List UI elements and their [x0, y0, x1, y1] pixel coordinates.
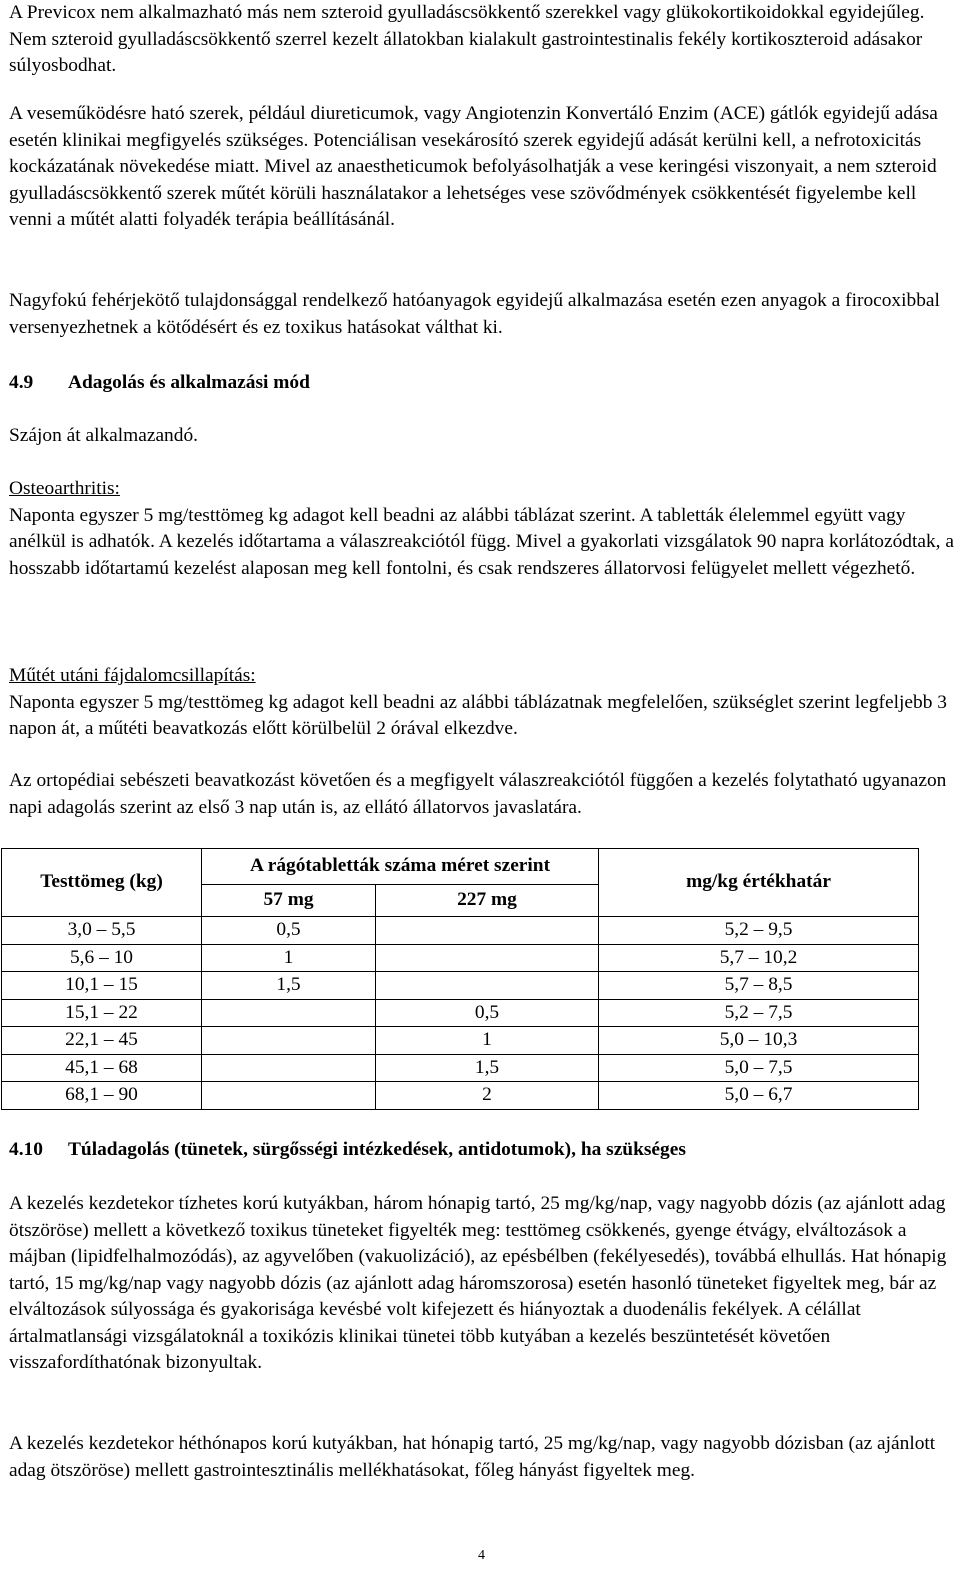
- cell-range: 5,2 – 7,5: [599, 999, 919, 1027]
- table-row: [2, 944, 919, 972]
- cell-227mg: 0,5: [376, 999, 599, 1027]
- postop-block: [9, 663, 959, 743]
- cell-227mg: [376, 917, 599, 945]
- cell-57mg: [202, 1082, 376, 1110]
- dosage-table: [1, 848, 919, 1110]
- header-tablets: A rágótabletták száma méret szerint: [202, 849, 599, 885]
- cell-weight: 22,1 – 45: [2, 1027, 202, 1055]
- cell-227mg: 2: [376, 1082, 599, 1110]
- paragraph-renal-interaction: A veseműködésre ható szerek, például diureticumok, vagy Angiotenzin Konvertáló Enzim (ACE) gátlók egyidejű adása esetén klinikai megfigyelés szükséges. Potenciálisan vesekárosító szerek egyidejű adását kerülni kell, a nefrotoxicitás kockázatának növekedése miatt. Mivel az anaestheticumok befolyásolhatják a vese keringési viszonyait, a nem szteroid gyulladáscsökkentő szerek műtét körüli használatakor a lehetséges vese szövődmények csökkentését figyelembe kell venni a műtét alatti folyadék terápia beállításánál.: [9, 103, 938, 230]
- cell-range: 5,7 – 10,2: [599, 944, 919, 972]
- osteoarthritis-text: Naponta egyszer 5 mg/testtömeg kg adagot kell beadni az alábbi táblázat szerint. A tabletták élelemmel együtt vagy anélkül is adhatók. A kezelés időtartama a válaszreakciótól függ. Mivel a gyakorlati vizsgálatok 90 napra korlátozódtak, a hosszabb időtartamú kezelést alaposan meg kell fontolni, és csak rendszeres állatorvosi felügyelet mellett végezhető.: [9, 504, 954, 579]
- section-title: Adagolás és alkalmazási mód: [68, 372, 310, 393]
- cell-weight: 10,1 – 15: [2, 972, 202, 1000]
- table-row: [2, 917, 919, 945]
- cell-57mg: 1: [202, 944, 376, 972]
- cell-227mg: [376, 944, 599, 972]
- header-weight: Testtömeg (kg): [2, 849, 202, 917]
- cell-57mg: [202, 1027, 376, 1055]
- paragraph-oral-use: Szájon át alkalmazandó.: [9, 425, 198, 446]
- cell-range: 5,7 – 8,5: [599, 972, 919, 1000]
- cell-weight: 3,0 – 5,5: [2, 917, 202, 945]
- table-row: [2, 999, 919, 1027]
- postop-text: Naponta egyszer 5 mg/testtömeg kg adagot kell beadni az alábbi táblázatnak megfelelően, szükséglet szerint legfeljebb 3 napon át, a műtéti beavatkozás előtt körülbelül 2 órával elkezdve.: [9, 691, 947, 739]
- osteoarthritis-block: [9, 476, 959, 582]
- postop-heading: Műtét utáni fájdalomcsillapítás:: [9, 665, 256, 686]
- paragraph-protein-binding: Nagyfokú fehérjekötő tulajdonsággal rendelkező hatóanyagok egyidejű alkalmazása esetén ezen anyagok a firocoxibbal versenyezhetnek a kötődésért és ez toxikus hatásokat válthat ki.: [9, 290, 940, 338]
- cell-57mg: 0,5: [202, 917, 376, 945]
- cell-57mg: [202, 999, 376, 1027]
- cell-57mg: 1,5: [202, 972, 376, 1000]
- section-title: Túladagolás (tünetek, sürgősségi intézkedések, antidotumok), ha szükséges: [68, 1139, 686, 1160]
- table-row: [2, 1082, 919, 1110]
- page-number: 4: [478, 1548, 485, 1563]
- paragraph-overdose-seven-months: A kezelés kezdetekor héthónapos korú kutyákban, hat hónapig tartó, 25 mg/kg/nap, vagy nagyobb dózisban (az ajánlott adag ötszöröse) mellett gastrointesztinális mellékhatásokat, főleg hányást figyeltek meg.: [9, 1433, 936, 1481]
- cell-weight: 45,1 – 68: [2, 1054, 202, 1082]
- cell-weight: 5,6 – 10: [2, 944, 202, 972]
- paragraph-orthopedic: Az ortopédiai sebészeti beavatkozást követően és a megfigyelt válaszreakciótól függően a kezelés folytatható ugyanazon napi adagolás szerint az első 3 nap után is, az ellátó állatorvos javaslatára.: [9, 770, 947, 818]
- table-row: [2, 972, 919, 1000]
- header-57mg: 57 mg: [202, 885, 376, 917]
- cell-range: 5,2 – 9,5: [599, 917, 919, 945]
- cell-weight: 15,1 – 22: [2, 999, 202, 1027]
- section-number: 4.10: [9, 1139, 43, 1160]
- cell-weight: 68,1 – 90: [2, 1082, 202, 1110]
- paragraph-corticosteroid-interaction: A Previcox nem alkalmazható más nem szteroid gyulladáscsökkentő szerekkel vagy glükokortikoidokkal egyidejűleg. Nem szteroid gyulladáscsökkentő szerrel kezelt állatokban kialakult gastrointestinalis fekély kortikoszteroid adásakor súlyosbodhat.: [9, 2, 925, 76]
- header-227mg: 227 mg: [376, 885, 599, 917]
- cell-227mg: 1,5: [376, 1054, 599, 1082]
- table-row: [2, 1027, 919, 1055]
- osteoarthritis-heading: Osteoarthritis:: [9, 478, 120, 499]
- section-number: 4.9: [9, 372, 34, 393]
- cell-range: 5,0 – 6,7: [599, 1082, 919, 1110]
- table-row: [2, 1054, 919, 1082]
- cell-range: 5,0 – 10,3: [599, 1027, 919, 1055]
- section-heading-4-10: [9, 1137, 686, 1164]
- cell-227mg: [376, 972, 599, 1000]
- cell-57mg: [202, 1054, 376, 1082]
- cell-range: 5,0 – 7,5: [599, 1054, 919, 1082]
- paragraph-overdose-ten-weeks: A kezelés kezdetekor tízhetes korú kutyákban, három hónapig tartó, 25 mg/kg/nap, vagy nagyobb dózis (az ajánlott adag ötszöröse) mellett a következő toxikus tüneteket figyelték meg: testtömeg csökkenés, gyenge étvágy, elváltozások a májban (lipidfelhalmozódás), az agyvelőben (vakuolizáció), az epésbélben (fekélyesedés), továbbá elhullás. Hat hónapig tartó, 15 mg/kg/nap vagy nagyobb dózis (az ajánlott adag háromszorosa) esetén hasonló tüneteket figyeltek meg, bár az elváltozások súlyossága és gyakorisága kevésbé volt kifejezett és hiányoztak a duodenális fekélyek. A célállat ártalmatlansági vizsgálatoknál a toxikózis klinikai tünetei több kutyában a kezelés beszüntetését követően visszafordíthatónak bizonyultak.: [9, 1193, 947, 1373]
- section-heading-4-9: [9, 370, 310, 397]
- cell-227mg: 1: [376, 1027, 599, 1055]
- header-mgkg: mg/kg értékhatár: [599, 849, 919, 917]
